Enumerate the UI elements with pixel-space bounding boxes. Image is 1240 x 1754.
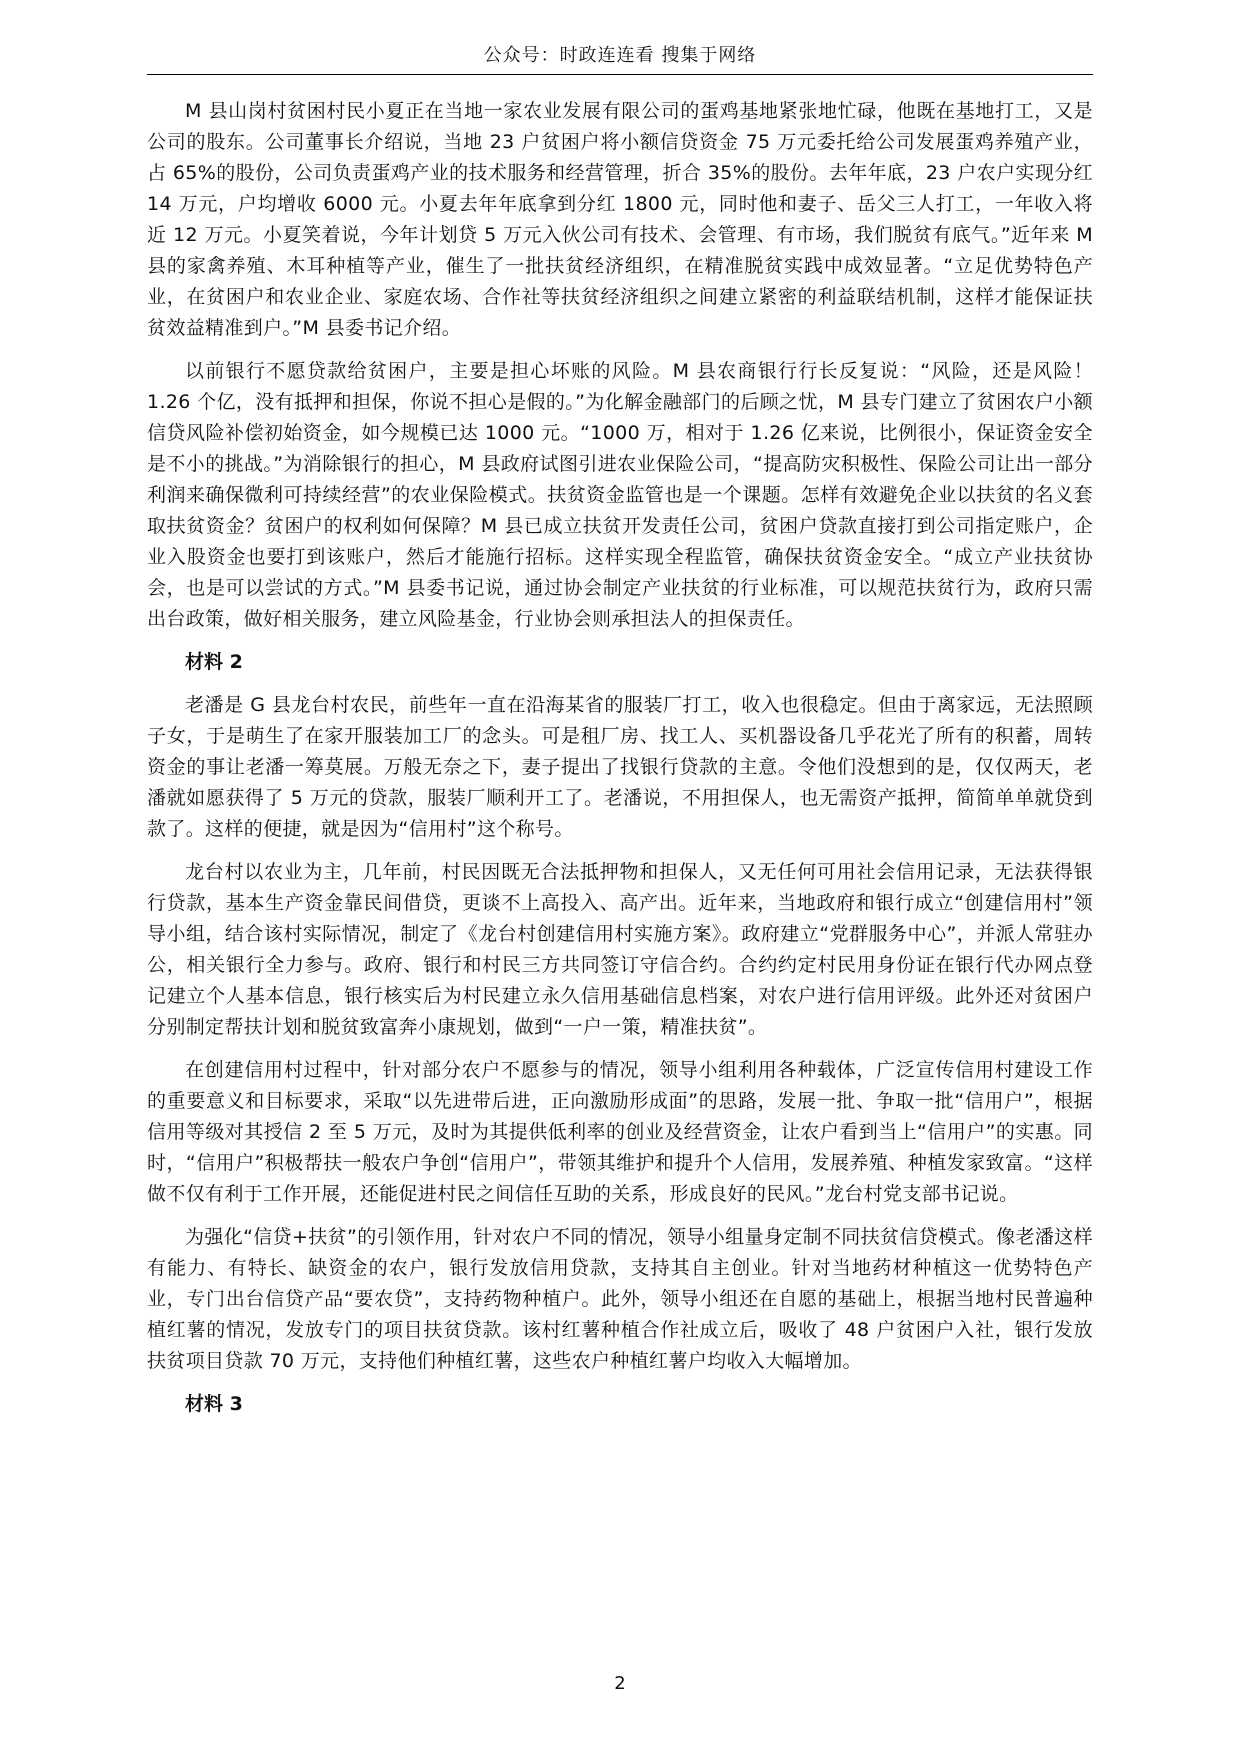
section-heading-material-2: 材料 2 bbox=[185, 651, 243, 673]
body-paragraph: M 县山岗村贫困村民小夏正在当地一家农业发展有限公司的蛋鸡基地紧张地忙碌，他既在基地打工，又是公司的股东。公司董事长介绍说，当地 23 户贫困户将小额信贷资金 75 万元委托给公司发展蛋鸡养殖产业，占 65%的股份，公司负责蛋鸡产业的技术服务和经营管理，折合 35%的股份。去年年底，23 户农户实现分红 14 万元，户均增收 6000 元。小夏去年年底拿到分红 1800 元，同时他和妻子、岳父三人打工，一年收入将近 12 万元。小夏笑着说，今年计划贷 5 万元入伙公司有技术、会管理、有市场，我们脱贫有底气。”近年来 M 县的家禽养殖、木耳种植等产业，催生了一批扶贫经济组织，在精准脱贫实践中成效显著。“立足优势特色产业，在贫困户和农业企业、家庭农场、合作社等扶贫经济组织之间建立紧密的利益联结机制，这样才能保证扶贫效益精准到户。”M 县委书记介绍。 bbox=[147, 100, 1093, 339]
body-paragraph: 在创建信用村过程中，针对部分农户不愿参与的情况，领导小组利用各种载体，广泛宣传信用村建设工作的重要意义和目标要求，采取“以先进带后进，正向激励形成面”的思路，发展一批、争取一批“信用户”，根据信用等级对其授信 2 至 5 万元，及时为其提供低利率的创业及经营资金，让农户看到当上“信用户”的实惠。同时，“信用户”积极帮扶一般农户争创“信用户”，带领其维护和提升个人信用，发展养殖、种植发家致富。“这样做不仅有利于工作开展，还能促进村民之间信任互助的关系，形成良好的民风。”龙台村党支部书记说。 bbox=[147, 1059, 1093, 1205]
document-body bbox=[147, 96, 1093, 1432]
section-heading-material-3: 材料 3 bbox=[185, 1393, 243, 1415]
header-divider bbox=[147, 74, 1093, 75]
page-number: 2 bbox=[614, 1673, 626, 1694]
body-paragraph: 龙台村以农业为主，几年前，村民因既无合法抵押物和担保人，又无任何可用社会信用记录，无法获得银行贷款，基本生产资金靠民间借贷，更谈不上高投入、高产出。近年来，当地政府和银行成立“创建信用村”领导小组，结合该村实际情况，制定了《龙台村创建信用村实施方案》。政府建立“党群服务中心”，并派人常驻办公，相关银行全力参与。政府、银行和村民三方共同签订守信合约。合约约定村民用身份证在银行代办网点登记建立个人基本信息，银行核实后为村民建立永久信用基础信息档案，对农户进行信用评级。此外还对贫困户分别制定帮扶计划和脱贫致富奔小康规划，做到“一户一策，精准扶贫”。 bbox=[147, 861, 1093, 1038]
body-paragraph: 为强化“信贷+扶贫”的引领作用，针对农户不同的情况，领导小组量身定制不同扶贫信贷模式。像老潘这样有能力、有特长、缺资金的农户，银行发放信用贷款，支持其自主创业。针对当地药材种植这一优势特色产业，专门出台信贷产品“要农贷”，支持药物种植户。此外，领导小组还在自愿的基础上，根据当地村民普遍种植红薯的情况，发放专门的项目扶贫贷款。该村红薯种植合作社成立后，吸收了 48 户贫困户入社，银行发放扶贫项目贷款 70 万元，支持他们种植红薯，这些农户种植红薯户均收入大幅增加。 bbox=[147, 1226, 1093, 1372]
page-header: 公众号：时政连连看 搜集于网络 bbox=[483, 45, 757, 66]
body-paragraph: 老潘是 G 县龙台村农民，前些年一直在沿海某省的服装厂打工，收入也很稳定。但由于离家远，无法照顾子女，于是萌生了在家开服装加工厂的念头。可是租厂房、找工人、买机器设备几乎花光了所有的积蓄，周转资金的事让老潘一筹莫展。万般无奈之下，妻子提出了找银行贷款的主意。令他们没想到的是，仅仅两天，老潘就如愿获得了 5 万元的贷款，服装厂顺利开工了。老潘说，不用担保人，也无需资产抵押，简简单单就贷到款了。这样的便捷，就是因为“信用村”这个称号。 bbox=[147, 694, 1093, 840]
body-paragraph: 以前银行不愿贷款给贫困户，主要是担心坏账的风险。M 县农商银行行长反复说：“风险，还是风险！1.26 个亿，没有抵押和担保，你说不担心是假的。”为化解金融部门的后顾之忧，M 县专门建立了贫困农户小额信贷风险补偿初始资金，如今规模已达 1000 元。“1000 万，相对于 1.26 亿来说，比例很小，保证资金安全是不小的挑战。”为消除银行的担心，M 县政府试图引进农业保险公司，“提高防灾积极性、保险公司让出一部分利润来确保微利可持续经营”的农业保险模式。扶贫资金监管也是一个课题。怎样有效避免企业以扶贫的名义套取扶贫资金？贫困户的权利如何保障？M 县已成立扶贫开发责任公司，贫困户贷款直接打到公司指定账户，企业入股资金也要打到该账户，然后才能施行招标。这样实现全程监管，确保扶贫资金安全。“成立产业扶贫协会，也是可以尝试的方式。”M 县委书记说，通过协会制定产业扶贫的行业标准，可以规范扶贫行为，政府只需出台政策，做好相关服务，建立风险基金，行业协会则承担法人的担保责任。 bbox=[147, 360, 1093, 630]
